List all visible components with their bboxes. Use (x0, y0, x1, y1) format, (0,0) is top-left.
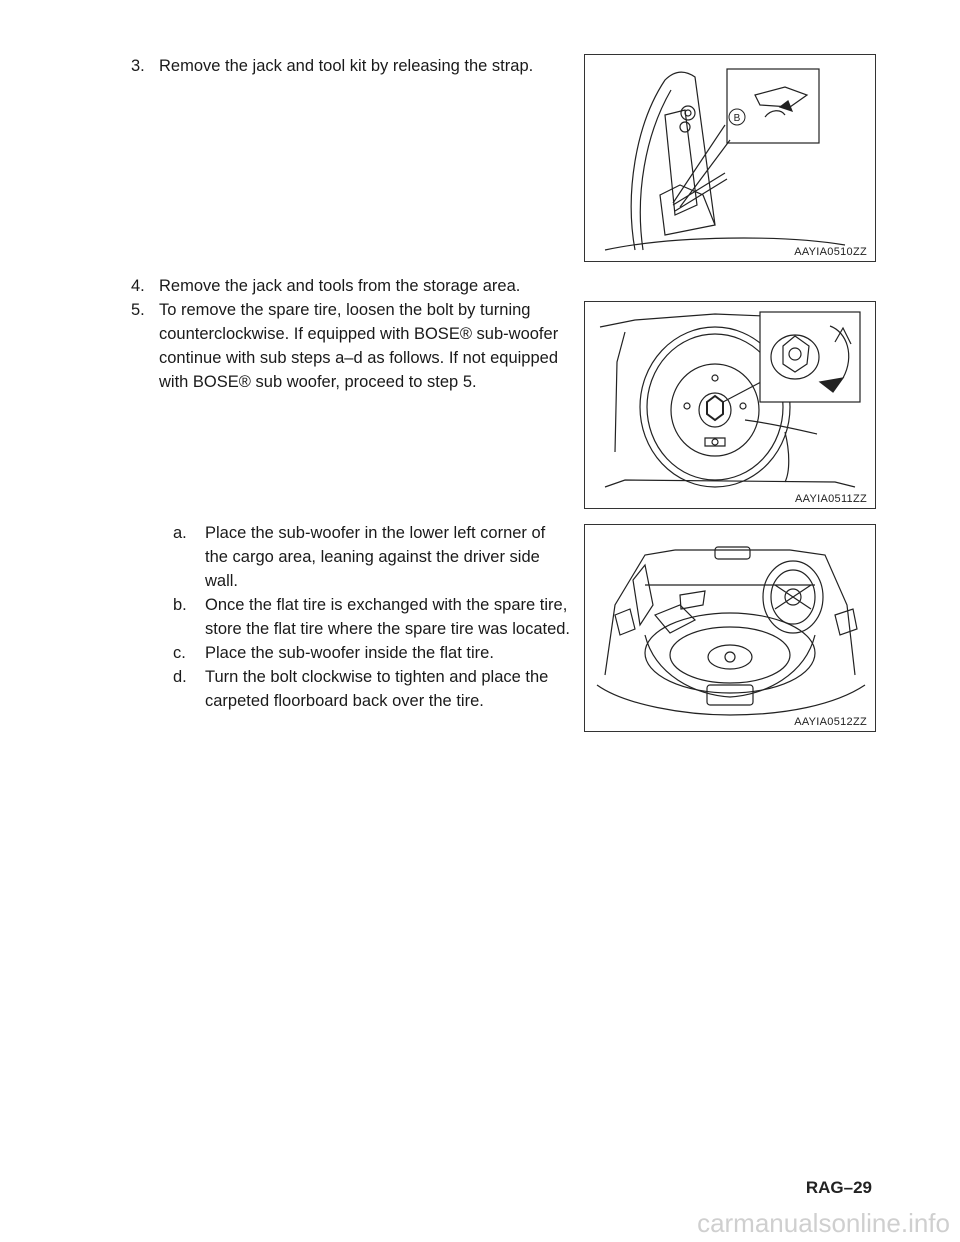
cargo-area-illustration (585, 525, 875, 731)
figure-code: AAYIA0511ZZ (795, 493, 867, 505)
substep-letter: b. (173, 596, 187, 614)
substep-text: Turn the bolt clockwise to tighten and place the carpeted floorboard back over the tire. (205, 668, 549, 710)
step-number: 4. (131, 277, 145, 295)
substep-c (173, 641, 573, 665)
spare-tire-bolt-illustration (585, 302, 875, 508)
step-text: Remove the jack and tool kit by releasing the strap. (159, 57, 534, 75)
figure-code: AAYIA0512ZZ (794, 716, 867, 728)
substep-a (173, 521, 553, 593)
figure-jack-strap (584, 54, 876, 262)
step-text: To remove the spare tire, loosen the bolt by turning counterclockwise. If equipped with BOSE® sub-woofer continue with sub steps a–d as follows. If not equipped with BOSE® sub woofer, proceed to step 5. (159, 301, 559, 391)
figure-spare-tire-bolt (584, 301, 876, 509)
figure-cargo-area (584, 524, 876, 732)
substep-text: Place the sub-woofer in the lower left corner of the cargo area, leaning against the driver side wall. (205, 524, 546, 590)
jack-strap-illustration (585, 55, 875, 261)
step-5 (131, 298, 567, 394)
step-text: Remove the jack and tools from the storage area. (159, 277, 521, 295)
step-4 (131, 274, 561, 298)
watermark: carmanualsonline.info (697, 1208, 950, 1238)
figure-code: AAYIA0510ZZ (794, 246, 867, 258)
step-number: 3. (131, 57, 145, 75)
substep-letter: a. (173, 524, 187, 542)
step-3 (131, 54, 551, 78)
substep-b (173, 593, 578, 641)
page-number: RAG–29 (805, 1178, 872, 1197)
substep-letter: d. (173, 668, 187, 686)
callout-label: B (733, 113, 741, 124)
step-number: 5. (131, 301, 145, 319)
substep-d (173, 665, 553, 713)
substep-letter: c. (173, 644, 186, 662)
substep-text: Place the sub-woofer inside the flat tire. (205, 644, 494, 662)
substep-text: Once the flat tire is exchanged with the spare tire, store the flat tire where the spare tire was located. (205, 596, 571, 638)
